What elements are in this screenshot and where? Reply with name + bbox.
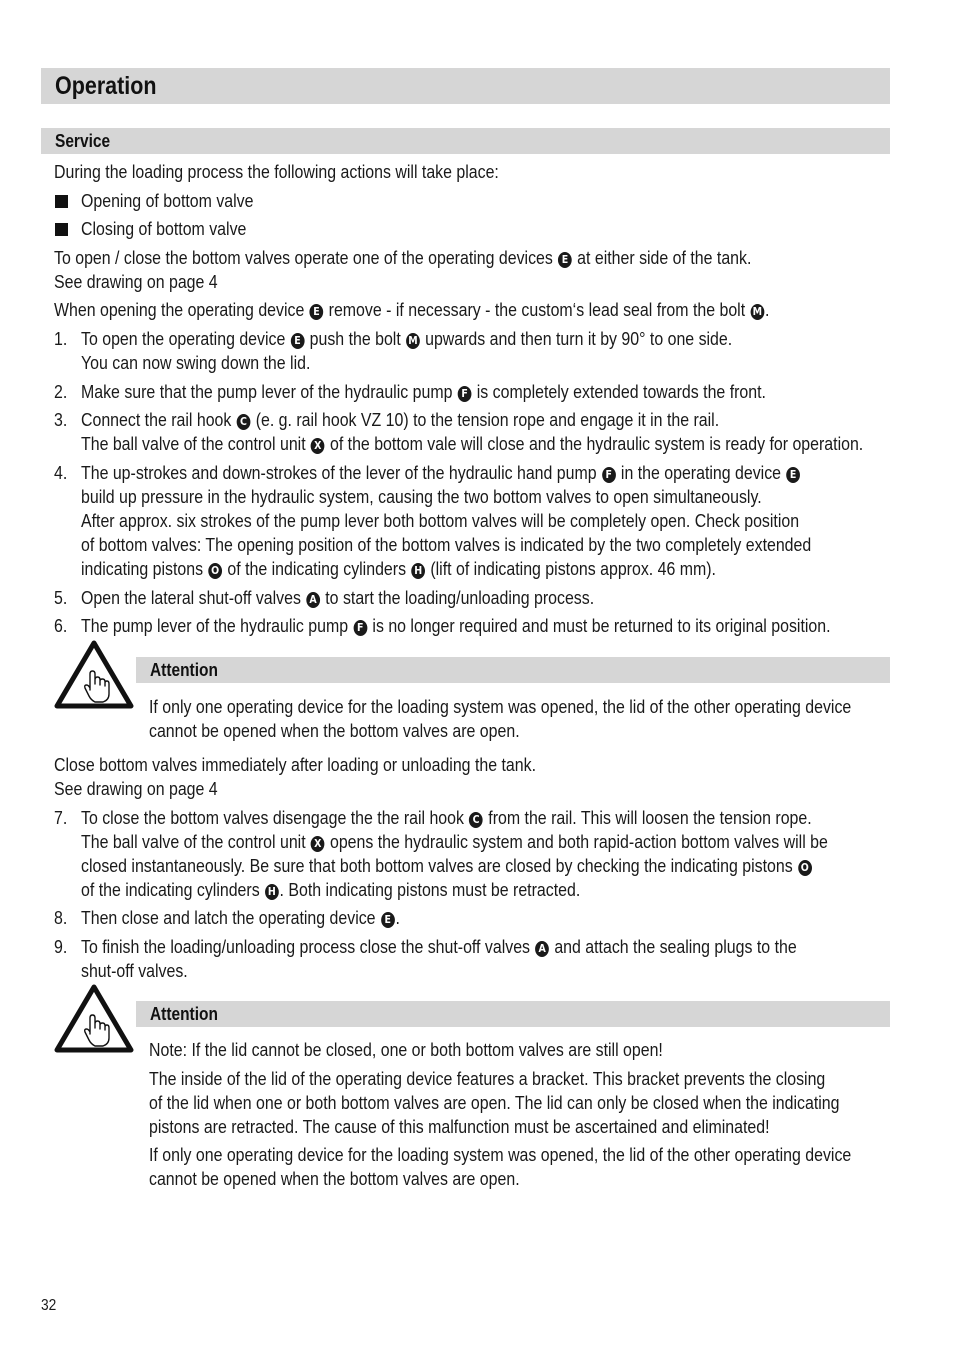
ref-badge-o: O [208,563,222,579]
step-number: 1. [54,328,68,349]
ref-badge-f: F [458,386,472,402]
step-4-line4: of bottom valves: The opening position of the bottom valves is indicated by the two completely extended [81,534,812,555]
step-2-text: Make sure that the pump lever of the hydraulic pump F is completely extended towards the front. [81,381,766,402]
step-4-text: The up-strokes and down-strokes of the lever of the hydraulic hand pump F in the operating device E [81,461,801,485]
step-number: 9. [54,936,68,957]
section-heading-bar [41,128,890,154]
ref-badge-c: C [237,414,251,430]
step-number: 6. [54,615,68,636]
ref-badge-a: A [535,941,549,957]
attention-text: The inside of the lid of the operating device features a bracket. This bracket prevents the closing [149,1068,826,1089]
step-7-line4: of the indicating cylinders H . Both indicating pistons must be retracted. [81,879,581,900]
ref-badge-x: X [311,836,325,852]
step-3-text: Connect the rail hook C (e. g. rail hook VZ 10) to the tension rope and engage it in the rail. [81,409,720,430]
ref-badge-x: X [311,438,325,454]
warning-hand-icon [54,640,134,710]
step-1-text: To open the operating device E push the bolt M upwards and then turn it by 90° to one side. [81,328,733,349]
step-number: 4. [54,462,68,483]
ref-badge-o: O [798,860,812,876]
attention-heading-bar [136,657,890,683]
attention-text: If only one operating device for the loading system was opened, the lid of the other operating device [149,696,852,717]
step-5-text: Open the lateral shut-off valves A to start the loading/unloading process. [81,587,595,608]
step-8-text: Then close and latch the operating device E . [81,907,400,928]
attention-text: pistons are retracted. The cause of this malfunction must be ascertained and eliminated! [149,1116,770,1137]
bullet-square [55,195,68,208]
step-7-line2: The ball valve of the control unit X opens the hydraulic system and both rapid-action bottom valves will be [81,831,828,852]
step-7-text: To close the bottom valves disengage the the rail hook C from the rail. This will loosen the tension rope. [81,807,812,828]
bullet-item: Closing of bottom valve [81,218,247,239]
step-6-text: The pump lever of the hydraulic pump F is no longer required and must be returned to its original position. [81,615,831,636]
intro-text: During the loading process the following actions will take place: [54,161,499,182]
page-title-bar [41,68,890,104]
ref-badge-h: H [265,884,279,900]
step-3-line2: The ball valve of the control unit X of the bottom vale will close and the hydraulic system is ready for operation. [81,433,864,454]
attention-text: If only one operating device for the loading system was opened, the lid of the other operating device [149,1144,852,1165]
ref-badge-a: A [306,592,320,608]
section-heading: Service [55,131,111,151]
ref-badge-m: M [750,304,764,320]
paragraph-when-opening: When opening the operating device E remove - if necessary - the custom‘s lead seal from the bolt M . [54,299,770,320]
step-9-text: To finish the loading/unloading process close the shut-off valves A and attach the sealing plugs to the [81,936,797,957]
step-4-line5: indicating pistons O of the indicating cylinders H (lift of indicating pistons approx. 46 mm). [81,558,716,579]
step-number: 2. [54,381,68,402]
step-4-line2: build up pressure in the hydraulic system, causing the two bottom valves to open simultaneously. [81,486,762,507]
step-number: 7. [54,807,68,828]
ref-badge-e: E [291,333,305,349]
ref-badge-m: M [406,333,420,349]
attention-note: Note: If the lid cannot be closed, one or both bottom valves are still open! [149,1039,663,1060]
attention-heading: Attention [150,660,218,680]
step-7-line3: closed instantaneously. Be sure that both bottom valves are closed by checking the indicating pistons O [81,854,813,878]
page-title: Operation [55,72,157,100]
bullet-square [55,223,68,236]
bullet-item: Opening of bottom valve [81,190,254,211]
step-number: 8. [54,907,68,928]
step-4-line3: After approx. six strokes of the pump lever both bottom valves will be completely open. Check position [81,510,800,531]
attention-text: cannot be opened when the bottom valves are open. [149,1168,520,1189]
step-1-line2: You can now swing down the lid. [81,352,311,373]
attention-heading: Attention [150,1004,218,1024]
ref-badge-e: E [558,252,572,268]
attention-text: of the lid when one or both bottom valves are open. The lid can only be closed when the indicating [149,1092,840,1113]
ref-badge-e: E [381,912,395,928]
step-number: 5. [54,587,68,608]
see-drawing-ref: See drawing on page 4 [54,778,218,799]
warning-hand-icon [54,984,134,1054]
paragraph-close-valves: Close bottom valves immediately after loading or unloading the tank. [54,754,536,775]
ref-badge-f: F [602,467,616,483]
ref-badge-e: E [786,467,800,483]
step-9-line2: shut-off valves. [81,960,188,981]
page-number: 32 [41,1297,57,1314]
paragraph-open-close: To open / close the bottom valves operate one of the operating devices E at either side of the tank. [54,247,752,268]
see-drawing-ref: See drawing on page 4 [54,271,218,292]
ref-badge-h: H [411,563,425,579]
ref-badge-c: C [469,812,483,828]
step-number: 3. [54,409,68,430]
attention-heading-bar [136,1001,890,1027]
attention-text: cannot be opened when the bottom valves are open. [149,720,520,741]
ref-badge-f: F [353,620,367,636]
ref-badge-e: E [310,304,324,320]
